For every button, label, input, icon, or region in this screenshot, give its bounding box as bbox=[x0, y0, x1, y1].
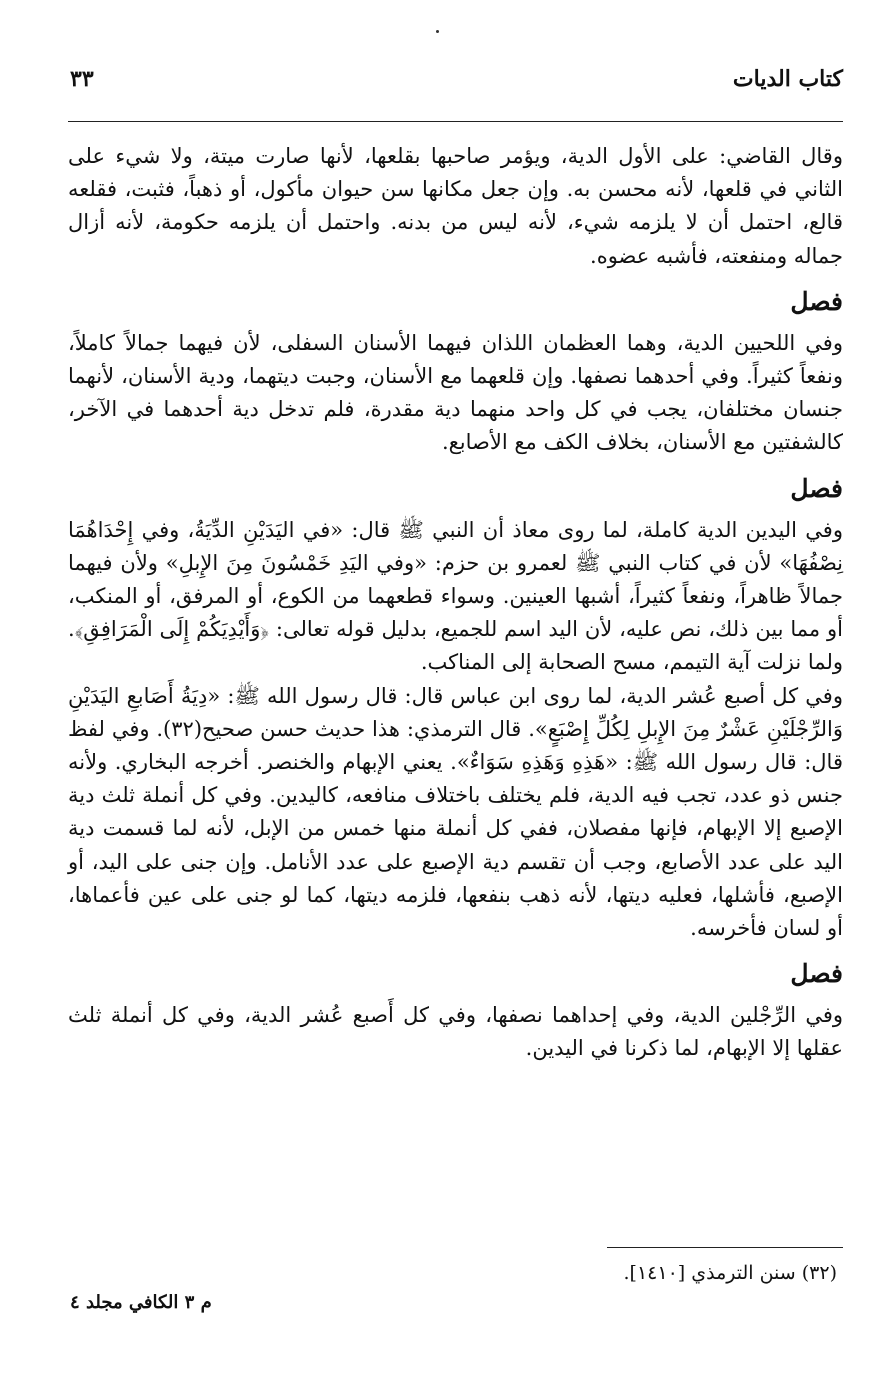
section-heading-jaws: فصل bbox=[790, 286, 843, 316]
paragraph-hands: وفي اليدين الدية كاملة، لما روى معاذ أن النبي ﷺ قال: «في اليَدَيْنِ الدِّيَةُ، وفي إِحْدَاهُمَا نِصْفُهَا» لأن في كتاب النبي ﷺ لعمرو بن حزم: «وفي اليَدِ خَمْسُونَ مِنَ الإِبلِ» ولأن فيهما جمالاً ظاهراً، ونفعاً كثيراً، أشبها العينين. وسواء قطعهما من الكوع، أو المرفق، أو المنكب، أو مما بين ذلك، نص عليه، لأن اليد اسم للجميع، بدليل قوله تعالى: ﴿وَأَيْدِيَكُمْ إِلَى الْمَرَافِقِ﴾. ولما نزلت آية التيمم، مسح الصحابة إلى المناكب. bbox=[68, 517, 843, 675]
paragraph-dental: وقال القاضي: على الأول الدية، ويؤمر صاحبها بقلعها، لأنها صارت ميتة، ولا شيء على الثاني في قلعها، لأنه محسن به. وإن جعل مكانها سن حيوان مأكول، أو ذهباً، فثبت، فقلعه قالع، احتمل أن لا يلزمه شيء، لأنه ليس من بدنه. واحتمل أن يلزمه حكومة، لأنه أزال جماله ومنفعته، فأشبه عضوه. bbox=[68, 144, 843, 268]
printer-signature: م ٣ الكافي مجلد ٤ bbox=[70, 1292, 212, 1313]
paragraph-legs: وفي الرِّجْلين الدية، وفي إحداهما نصفها، وفي كل أَصبع عُشر الدية، وفي كل أنملة ثلث عقلها إلا الإبهام، لما ذكرنا في اليدين. bbox=[68, 1003, 843, 1061]
header-rule bbox=[68, 121, 843, 122]
running-title: كتاب الديات bbox=[732, 66, 843, 92]
page-number: ٣٣ bbox=[70, 66, 94, 92]
paragraph-jaws: وفي اللحيين الدية، وهما العظمان اللذان فيهما الأسنان السفلى، لأن فيهما جمالاً كاملاً، ونفعاً كثيراً. وفي أحدهما نصفها. وإن قلعهما مع الأسنان، وجبت ديتهما، ودية الأسنان، لأنهما جنسان مختلفان، يجب في كل واحد منهما دية مقدرة، فلم تدخل دية أحدهما في الآخر، كالشفتين مع الأسنان، بخلاف الكف مع الأصابع. bbox=[68, 330, 843, 455]
section-heading-legs: فصل bbox=[790, 959, 843, 989]
footnote-rule bbox=[607, 1247, 843, 1248]
body-text bbox=[68, 140, 843, 1066]
scan-speck bbox=[436, 30, 439, 33]
footnote: (٣٢) سنن الترمذي [١٤١٠]. bbox=[623, 1262, 837, 1284]
section-heading-hands: فصل bbox=[790, 473, 843, 503]
paragraph-fingers: وفي كل أصبع عُشر الدية، لما روى ابن عباس قال: قال رسول الله ﷺ: «دِيَةُ أَصَابعِ اليَدَيْنِ وَالرِّجْلَيْنِ عَشْرٌ مِنَ الإِبلِ لِكُلِّ إِصْبَعٍ». قال الترمذي: هذا حديث حسن صحيح(٣٢). وفي لفظ قال: قال رسول الله ﷺ: «هَذِهِ وَهَذِهِ سَوَاءٌ». يعني الإبهام والخنصر. أخرجه البخاري. ولأنه جنس ذو عدد، تجب فيه الدية، فلم يختلف باختلاف منافعه، كاليدين. وفي كل أنملة ثلث دية الإصبع إلا الإبهام، فإنها مفصلان، ففي كل أنملة منها خمس من الإبل، لأنه لما قسمت دية اليد على عدد الأصابع، وجب أن تقسم دية الإصبع على عدد الأنامل. وإن جنى على اليد، أو الإصبع، فأشلها، فعليه ديتها، لأنه ذهب بنفعها، فلزمه ديتها، كما لو جنى على عين فأعماها، أو لسان فأخرسه. bbox=[68, 683, 844, 941]
